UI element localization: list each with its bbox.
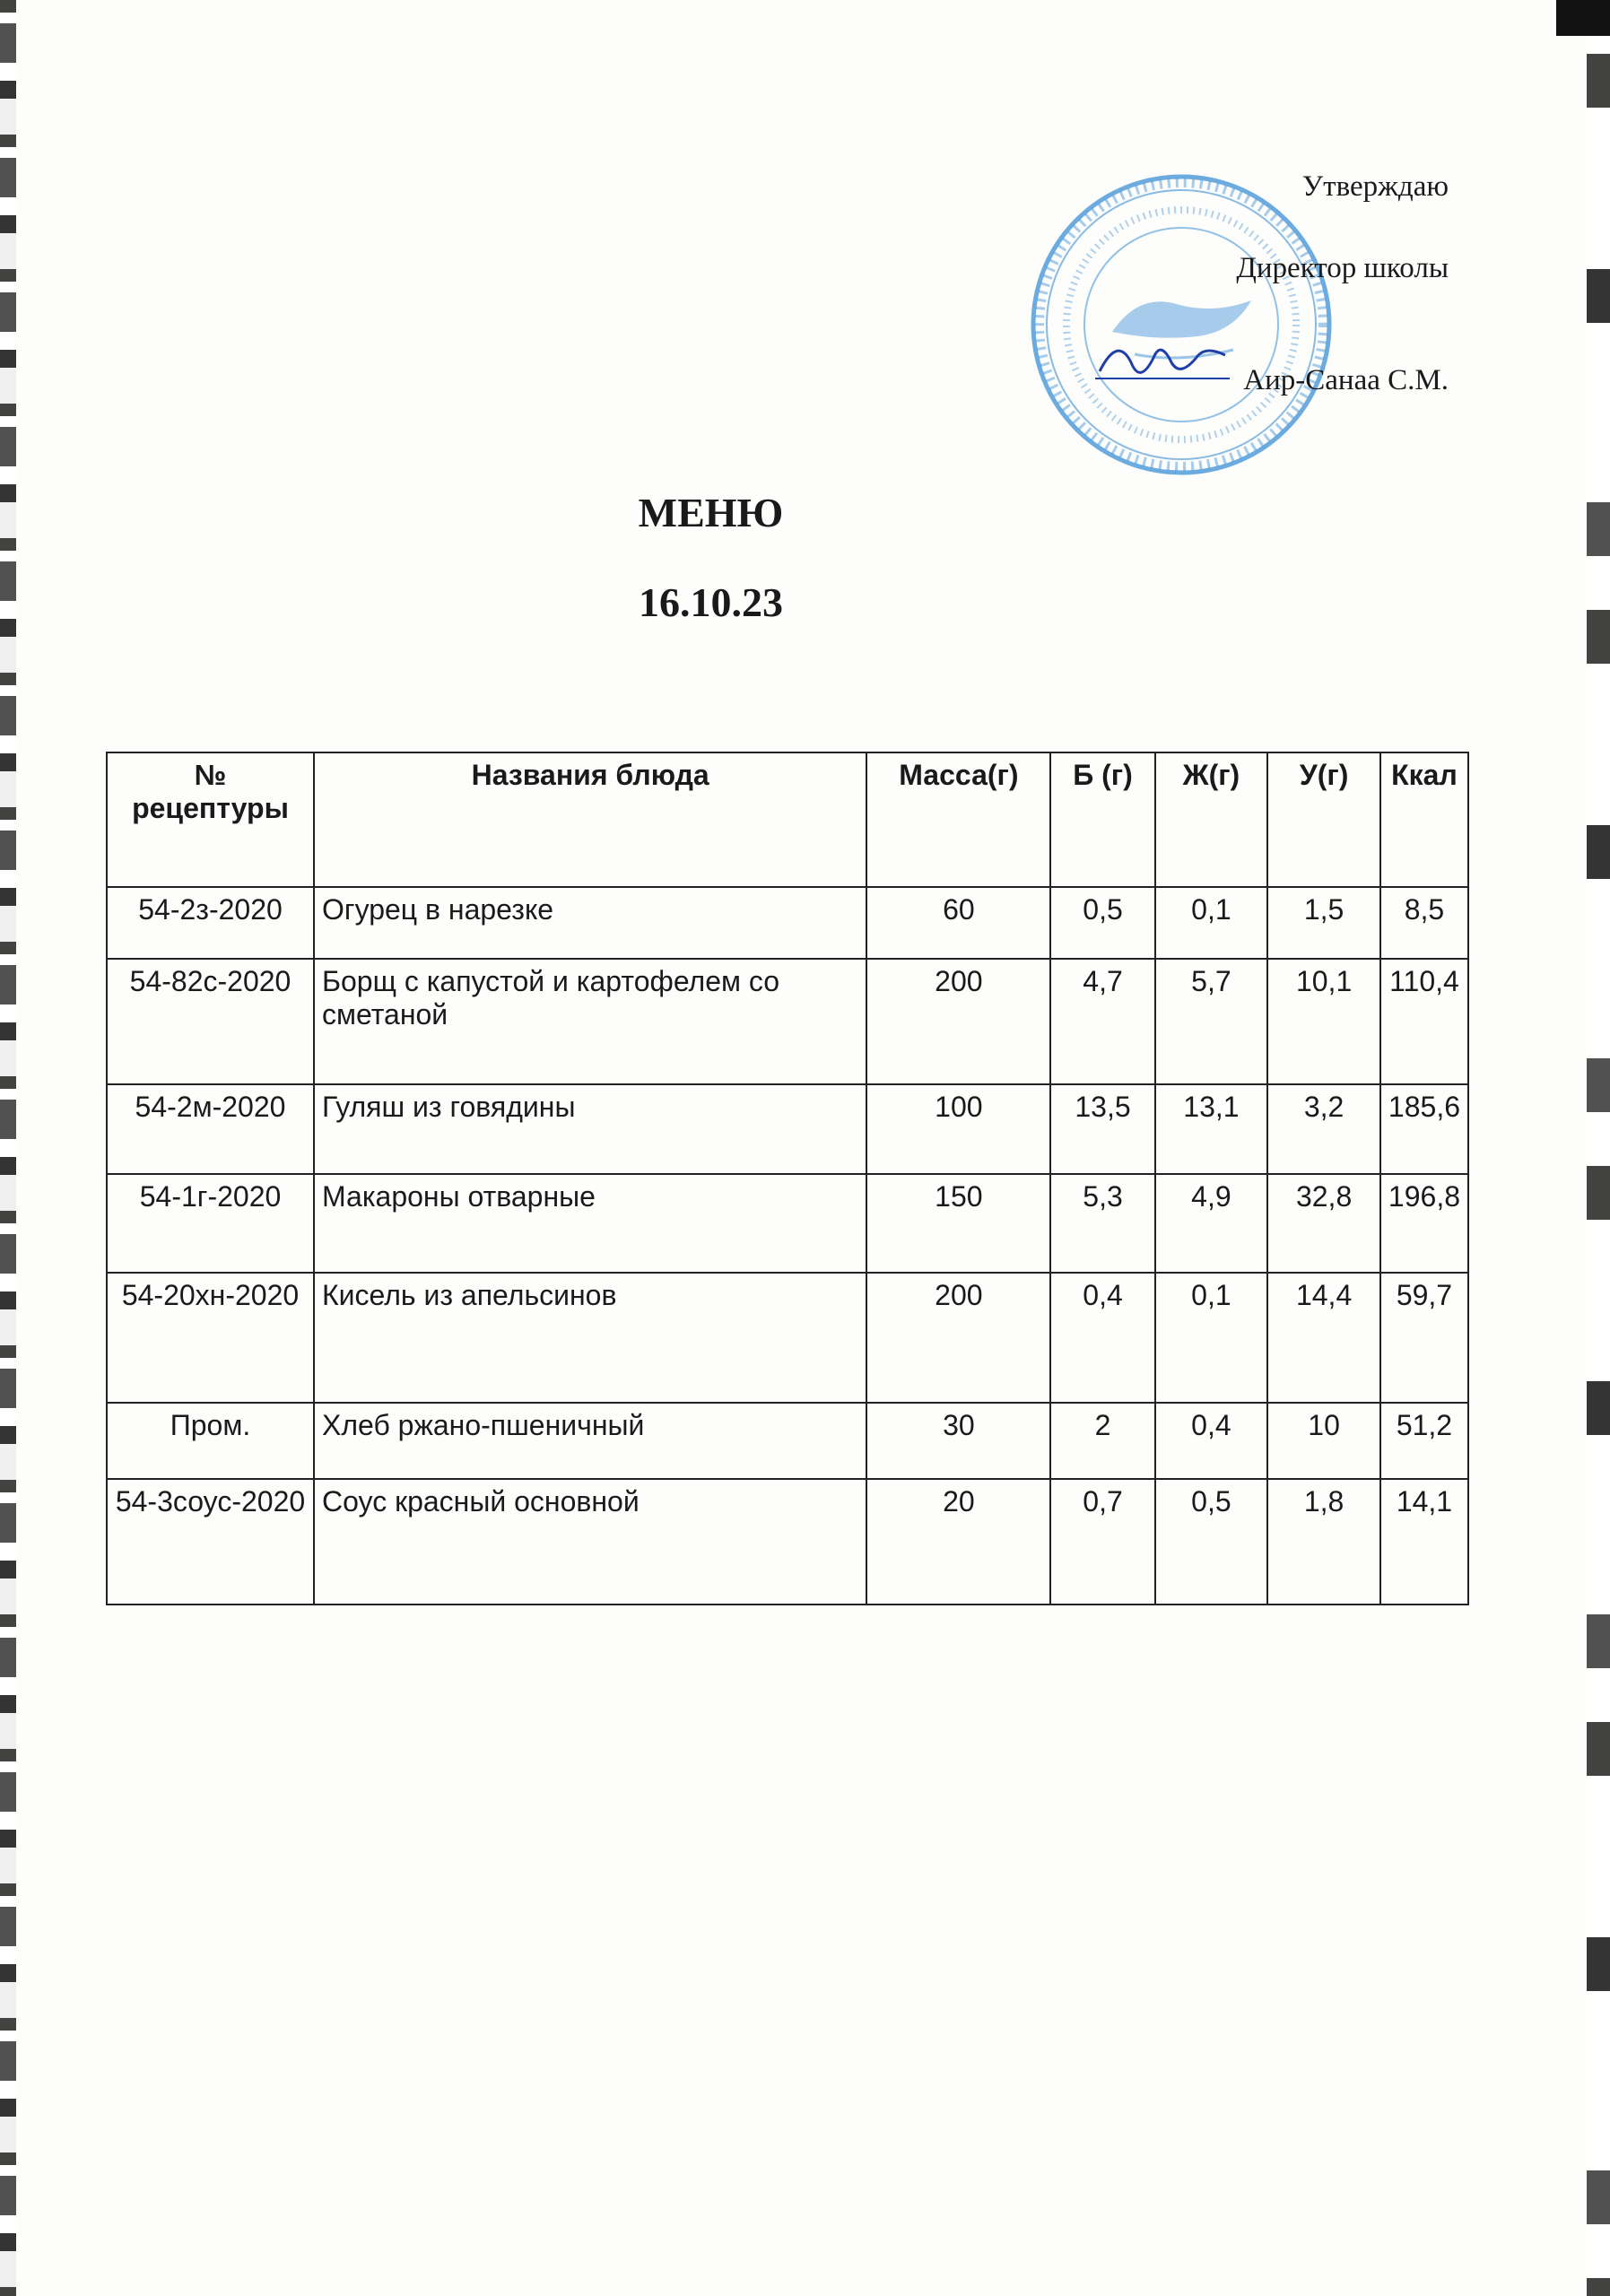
cell-code: 54-82с-2020	[107, 959, 314, 1084]
table-row	[107, 1174, 1468, 1273]
approval-name: Аир-Санаа С.М.	[1243, 364, 1449, 396]
cell-code: 54-2з-2020	[107, 887, 314, 959]
scan-corner-mark	[1556, 0, 1610, 36]
cell-mass: 150	[866, 1174, 1050, 1273]
cell-code: 54-3соус-2020	[107, 1479, 314, 1605]
header-mass: Масса(г)	[866, 752, 1050, 887]
cell-fat: 4,9	[1155, 1174, 1268, 1273]
header-protein: Б (г)	[1050, 752, 1154, 887]
cell-fat: 5,7	[1155, 959, 1268, 1084]
approval-position: Директор школы	[1236, 252, 1449, 284]
cell-name: Соус красный основной	[314, 1479, 866, 1605]
cell-fat: 0,1	[1155, 1273, 1268, 1403]
table-row	[107, 1084, 1468, 1174]
cell-mass: 200	[866, 959, 1050, 1084]
cell-kcal: 59,7	[1380, 1273, 1468, 1403]
cell-carbs: 32,8	[1267, 1174, 1380, 1273]
cell-code: 54-1г-2020	[107, 1174, 314, 1273]
signature	[1091, 335, 1234, 389]
page-title: МЕНЮ	[638, 490, 784, 535]
header-code: № рецептуры	[107, 752, 314, 887]
scan-edge-left	[0, 0, 16, 2296]
table-header-row	[107, 752, 1468, 887]
cell-protein: 0,5	[1050, 887, 1154, 959]
cell-carbs: 14,4	[1267, 1273, 1380, 1403]
cell-kcal: 14,1	[1380, 1479, 1468, 1605]
header-name: Названия блюда	[314, 752, 866, 887]
cell-name: Огурец в нарезке	[314, 887, 866, 959]
cell-protein: 2	[1050, 1403, 1154, 1479]
cell-carbs: 1,5	[1267, 887, 1380, 959]
approval-signatory	[1091, 335, 1449, 396]
table-row	[107, 1273, 1468, 1403]
cell-mass: 200	[866, 1273, 1050, 1403]
cell-fat: 0,1	[1155, 887, 1268, 959]
table-row	[107, 887, 1468, 959]
cell-protein: 13,5	[1050, 1084, 1154, 1174]
cell-fat: 13,1	[1155, 1084, 1268, 1174]
cell-mass: 30	[866, 1403, 1050, 1479]
cell-mass: 20	[866, 1479, 1050, 1605]
cell-kcal: 8,5	[1380, 887, 1468, 959]
cell-name: Хлеб ржано-пшеничный	[314, 1403, 866, 1479]
cell-carbs: 1,8	[1267, 1479, 1380, 1605]
cell-code: 54-2м-2020	[107, 1084, 314, 1174]
cell-name: Борщ с капустой и картофелем со сметаной	[314, 959, 866, 1084]
scan-edge-right	[1587, 0, 1610, 2296]
cell-protein: 0,7	[1050, 1479, 1154, 1605]
cell-fat: 0,4	[1155, 1403, 1268, 1479]
header-carbs: У(г)	[1267, 752, 1380, 887]
header-fat: Ж(г)	[1155, 752, 1268, 887]
cell-mass: 60	[866, 887, 1050, 959]
cell-protein: 4,7	[1050, 959, 1154, 1084]
cell-name: Макароны отварные	[314, 1174, 866, 1273]
header-kcal: Ккал	[1380, 752, 1468, 887]
cell-kcal: 51,2	[1380, 1403, 1468, 1479]
cell-carbs: 10,1	[1267, 959, 1380, 1084]
approval-block	[1091, 172, 1449, 448]
cell-name: Кисель из апельсинов	[314, 1273, 866, 1403]
cell-mass: 100	[866, 1084, 1050, 1174]
menu-table	[106, 752, 1469, 1605]
table-row	[107, 1479, 1468, 1605]
cell-carbs: 10	[1267, 1403, 1380, 1479]
cell-protein: 0,4	[1050, 1273, 1154, 1403]
cell-name: Гуляш из говядины	[314, 1084, 866, 1174]
cell-kcal: 110,4	[1380, 959, 1468, 1084]
table-row	[107, 1403, 1468, 1479]
cell-code: 54-20хн-2020	[107, 1273, 314, 1403]
cell-fat: 0,5	[1155, 1479, 1268, 1605]
table-row	[107, 959, 1468, 1084]
cell-kcal: 196,8	[1380, 1174, 1468, 1273]
menu-date: 16.10.23	[639, 579, 783, 625]
approval-heading: Утверждаю	[1301, 170, 1449, 203]
cell-protein: 5,3	[1050, 1174, 1154, 1273]
cell-carbs: 3,2	[1267, 1084, 1380, 1174]
cell-kcal: 185,6	[1380, 1084, 1468, 1174]
cell-code: Пром.	[107, 1403, 314, 1479]
